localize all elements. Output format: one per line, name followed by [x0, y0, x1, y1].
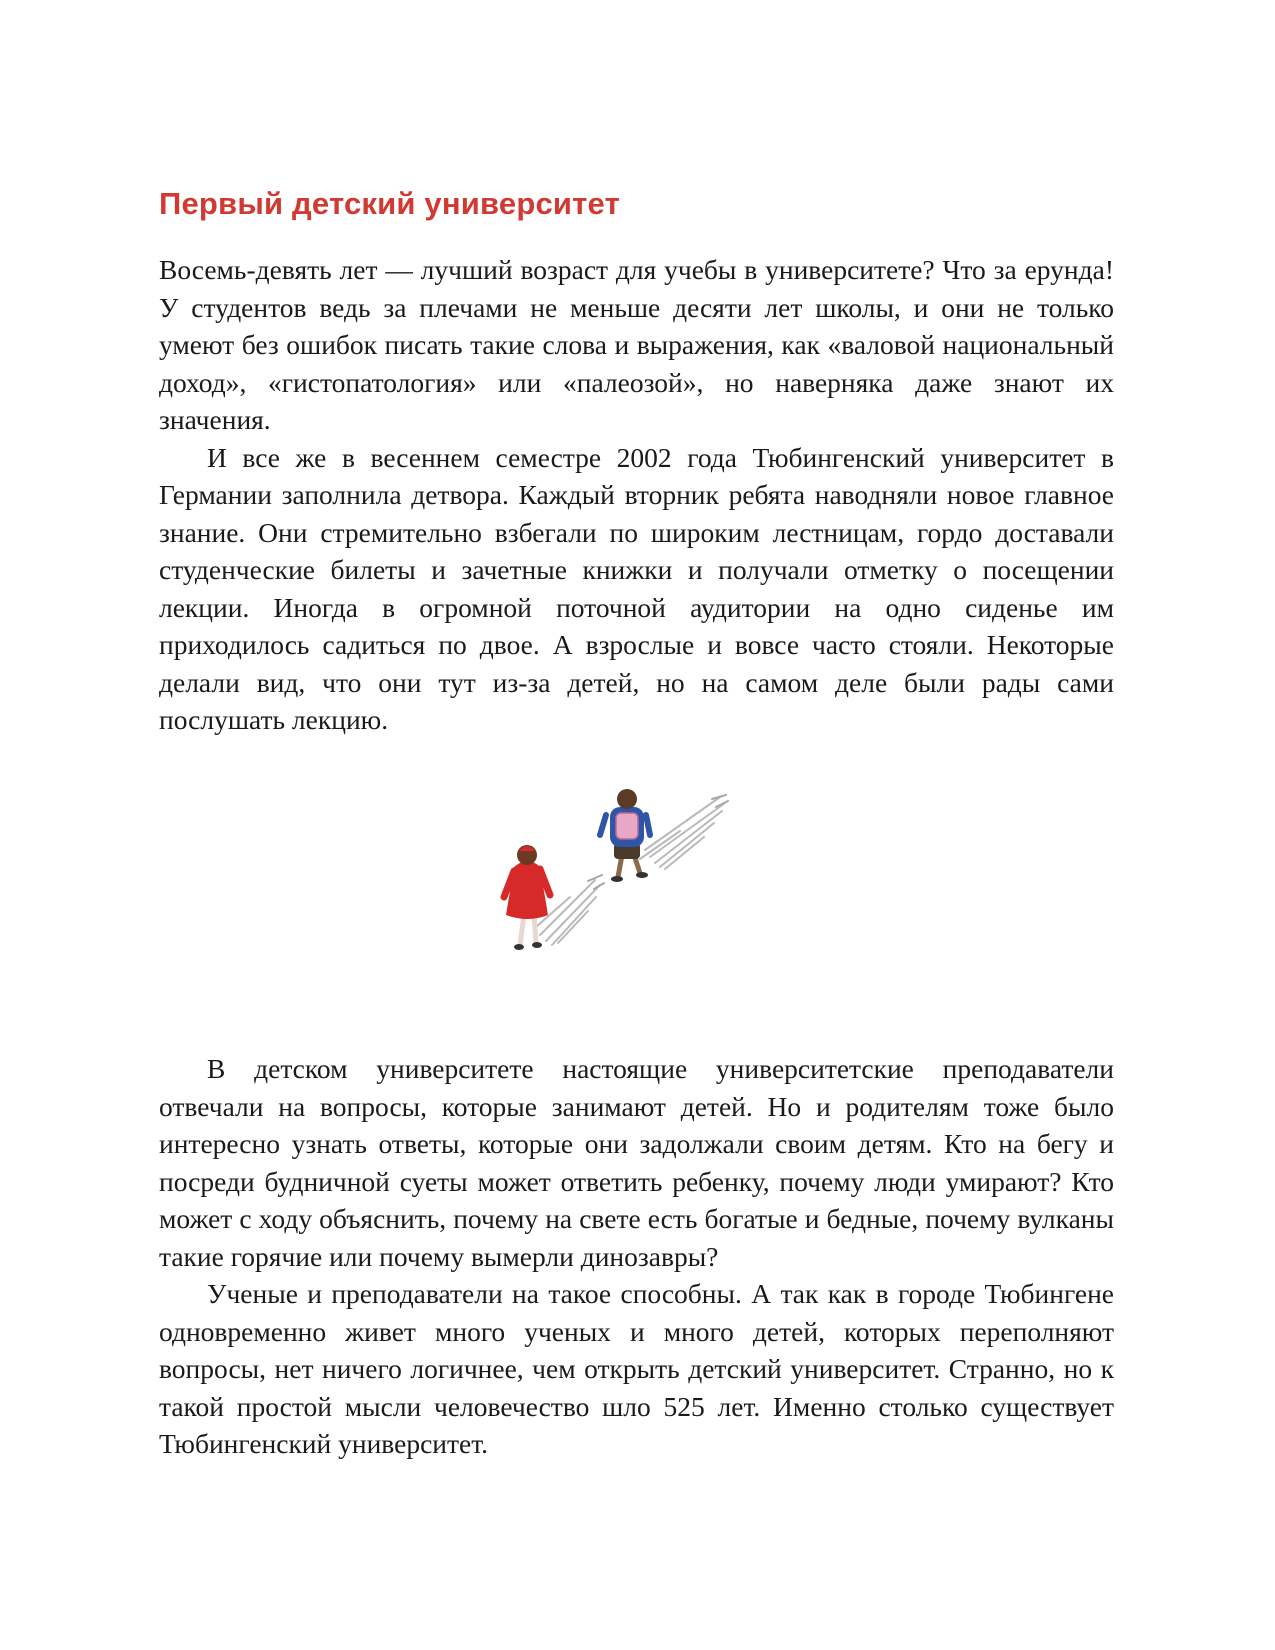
page-title: Первый детский университет	[159, 186, 620, 221]
boy-figure	[600, 789, 650, 882]
paragraph-1: Восемь-девять лет — лучший возраст для учебы в университете? Что за ерунда! У студентов ведь за плечами не меньше десяти лет школы, и они не только умеют без ошибок писать такие слова и выражения, как «валовой национальный доход», «гистопатология» или «палеозой», но наверняка даже знают их значения.	[159, 254, 1114, 435]
paragraph-4: Ученые и преподаватели на такое способны. А так как в городе Тюбингене одновременно живет много ученых и много детей, которых переполняют вопросы, нет ничего логичнее, чем открыть детский университет. Странно, но к такой простой мысли человечество шло 525 лет. Именно столько существует Тюбингенский университет.	[159, 1278, 1114, 1459]
paragraph-2: И все же в весеннем семестре 2002 года Тюбингенский университет в Германии заполнила детвора. Каждый вторник ребята наводняли новое главное знание. Они стремительно взбегали по широким лестницам, гордо доставали студенческие билеты и зачетные книжки и получали отметку о посещении лекции. Иногда в огромной поточной аудитории на одно сиденье им приходилось садиться по двое. А взрослые и вовсе часто стояли. Некоторые делали вид, что они тут из-за детей, но на самом деле были рады сами послушать лекцию.	[159, 441, 1114, 735]
children-walking-icon	[500, 785, 780, 1005]
text-block-top	[159, 251, 1114, 739]
girl-figure	[504, 845, 550, 950]
text-block-bottom	[159, 1050, 1114, 1463]
boy-shadow	[640, 795, 728, 869]
paragraph-3: В детском университете настоящие университетские преподаватели отвечали на вопросы, которые занимают детей. Но и родителям тоже было интересно узнать ответы, которые они задолжали своим детям. Кто на бегу и посреди будничной суеты может ответить ребенку, почему люди умирают? Кто может с ходу объяснить, почему на свете есть богатые и бедные, почему вулканы такие горячие или почему вымерли динозавры?	[159, 1053, 1114, 1272]
